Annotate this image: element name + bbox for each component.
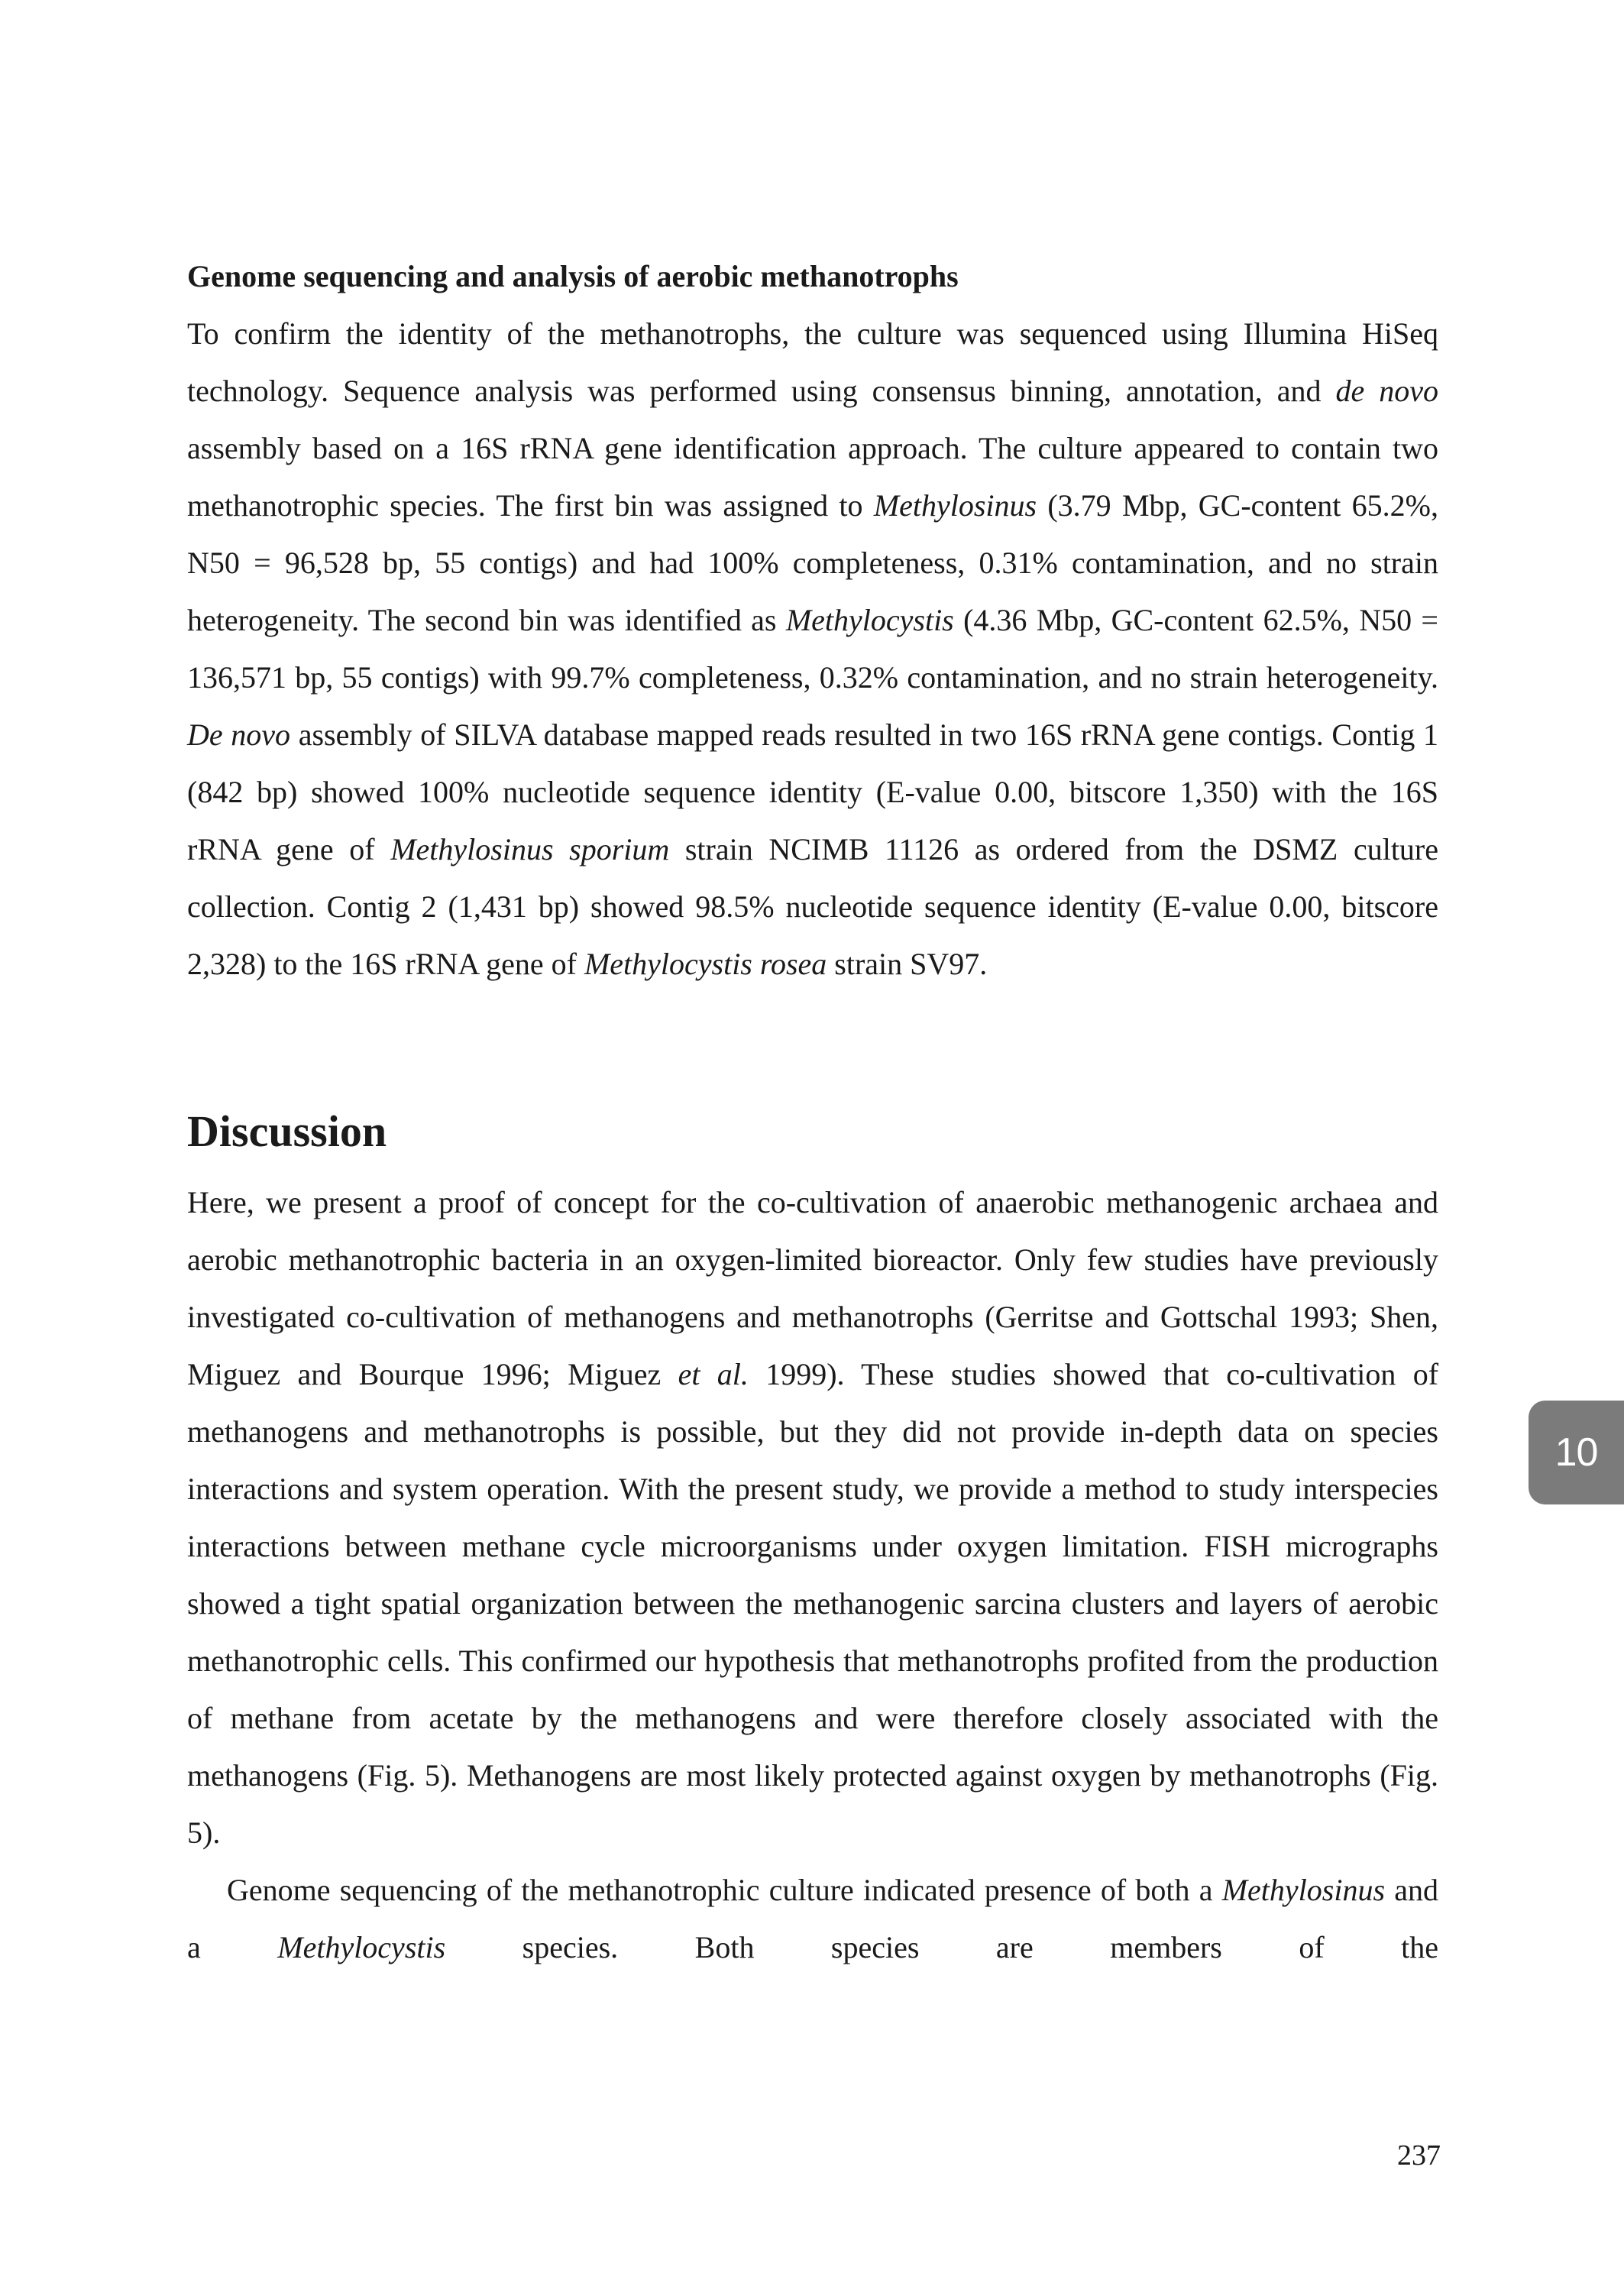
text-run: and a: [187, 1873, 1438, 1964]
text-run: To confirm the identity of the methanotrophs, the culture was sequenced using Illumina HiSeq technology. Sequence analysis was performed using consensus binning, annotation, and: [187, 316, 1438, 408]
page-number: 237: [1397, 2139, 1441, 2172]
italic-term: de novo: [1335, 374, 1438, 408]
italic-species: Methylocystis: [785, 603, 954, 637]
italic-term: et al.: [678, 1357, 749, 1391]
discussion-paragraph-1: [187, 1174, 1438, 1861]
italic-species: Methylosinus sporium: [390, 832, 670, 866]
text-run: strain SV97.: [827, 947, 988, 981]
text-run: assembly of SILVA database mapped reads resulted in two 16S rRNA gene contigs. Contig 1 (842 bp) showed 100% nucleotide sequence identity (E-value 0.00, bitscore 1,350) with the 16S rRNA gene of: [187, 717, 1438, 866]
section-title: Genome sequencing and analysis of aerobic methanotrophs: [187, 259, 959, 293]
italic-species: Methylocystis: [277, 1930, 446, 1964]
italic-term: De novo: [187, 717, 291, 752]
text-run: 1999). These studies showed that co-cultivation of methanogens and methanotrophs is possible, but they did not provide in-depth data on species interactions and system operation. With the present study, we provide a method to study interspecies interactions between methane cycle microorganisms under oxygen limitation. FISH micrographs showed a tight spatial organization between the methanogenic sarcina clusters and layers of aerobic methanotrophic cells. This confirmed our hypothesis that methanotrophs profited from the production of methane from acetate by the methanogens and were therefore closely associated with the methanogens (Fig. 5). Methanogens are most likely protected against oxygen by methanotrophs (Fig. 5).: [187, 1357, 1439, 1850]
text-run: strain NCIMB 11126 as ordered from the DSMZ culture collection. Contig 2 (1,431 bp) showed 98.5% nucleotide sequence identity (E-value 0.00, bitscore 2,328) to the 16S rRNA gene of: [187, 832, 1439, 981]
italic-species: Methylosinus: [873, 488, 1037, 523]
italic-species: Methylosinus: [1221, 1873, 1386, 1907]
text-run: (4.36 Mbp, GC-content 62.5%, N50 = 136,571 bp, 55 contigs) with 99.7% completeness, 0.32% contamination, and no strain heterogeneity.: [187, 603, 1438, 695]
text-run: assembly based on a 16S rRNA gene identification approach. The culture appeared to contain two methanotrophic species. The first bin was assigned to: [187, 431, 1438, 523]
page-content: [187, 248, 1438, 1976]
chapter-tab: 10: [1529, 1401, 1624, 1504]
italic-species: Methylocystis rosea: [584, 947, 827, 981]
text-run: Here, we present a proof of concept for the co-cultivation of anaerobic methanogenic archaea and aerobic methanotrophic bacteria in an oxygen-limited bioreactor. Only few studies have previously investigated co-cultivation of methanogens and methanotrophs (Gerritse and Gottschal 1993; Shen, Miguez and Bourque 1996; Miguez: [187, 1185, 1438, 1391]
methanotroph-genome-paragraph: [187, 305, 1438, 993]
discussion-heading: Discussion: [187, 1106, 387, 1156]
text-run: Genome sequencing of the methanotrophic culture indicated presence of both a: [227, 1873, 1222, 1907]
text-run: (3.79 Mbp, GC-content 65.2%, N50 = 96,528 bp, 55 contigs) and had 100% completeness, 0.31% contamination, and no strain heterogeneity. The second bin was identified as: [187, 488, 1438, 637]
text-run: species. Both species are members of the: [445, 1930, 1438, 1964]
discussion-paragraph-2: [187, 1861, 1438, 1976]
